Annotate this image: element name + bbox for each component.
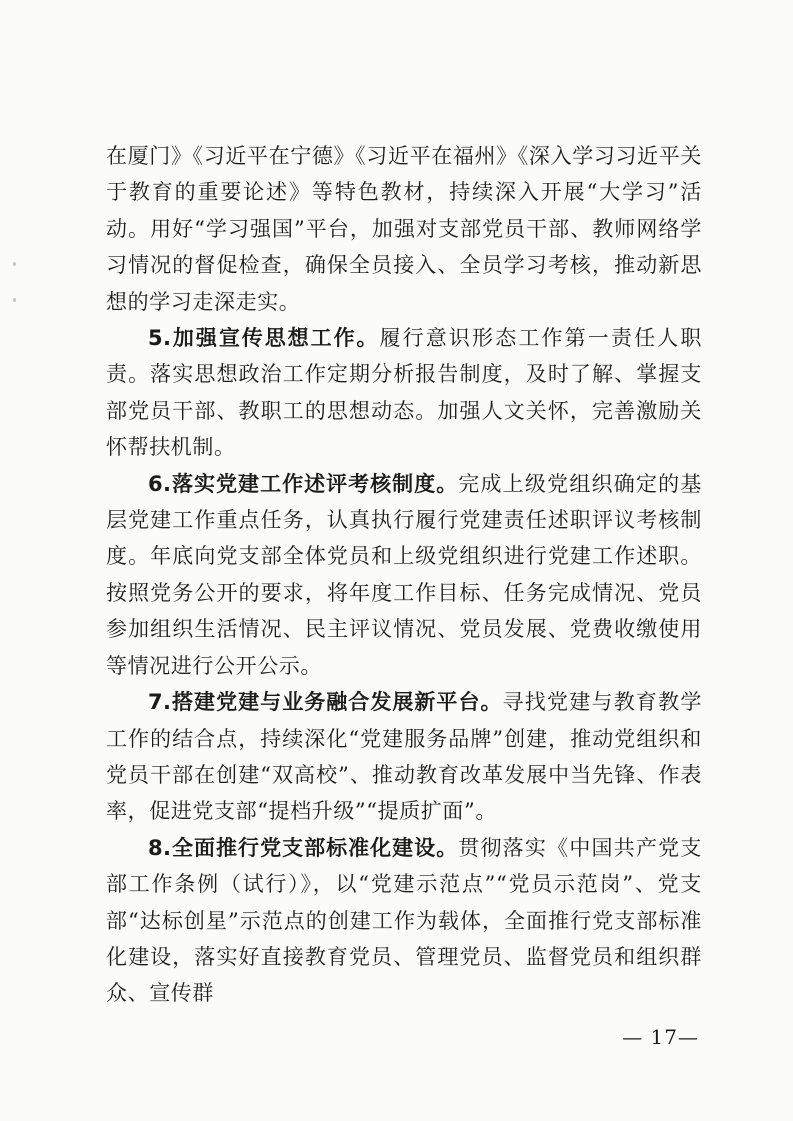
paragraph-item-8 — [106, 830, 702, 1012]
paragraph-text: 寻找党建与教育教学工作的结合点，持续深化“党建服务品牌”创建，推动党组织和党员干部在创建“双高校”、推动教育改革发展中当先锋、作表率，促进党支部“提档升级”“提质扩面”。 — [106, 690, 702, 824]
item-heading: 5.加强宣传思想工作。 — [148, 326, 380, 351]
page-number: — 17— — [622, 1025, 699, 1049]
paragraph-text: 贯彻落实《中国共产党支部工作条例（试行）》，以“党建示范点”“党员示范岗”、党支部“达标创星”示范点的创建工作为载体，全面推行党支部标准化建设，落实好直接教育党员、管理党员、监督党员和组织群众、宣传群 — [106, 835, 702, 1006]
paragraph-text: 在厦门》《习近平在宁德》《习近平在福州》《深入学习习近平关于教育的重要论述》等特色教材，持续深入开展“大学习”活动。用好“学习强国”平台，加强对支部党员干部、教师网络学习情况的督促检查，确保全员接入、全员学习考核，推动新思想的学习走深走实。 — [106, 144, 702, 314]
paragraph-text: 完成上级党组织确定的基层党建工作重点任务，认真执行履行党建责任述职评议考核制度。年底向党支部全体党员和上级党组织进行党建工作述职。按照党务公开的要求，将年度工作目标、任务完成情况、党员参加组织生活情况、民主评议情况、党员发展、党费收缴使用等情况进行公开公示。 — [106, 471, 702, 678]
paragraph-item-5 — [106, 320, 702, 466]
item-heading: 8.全面推行党支部标准化建设。 — [148, 835, 459, 860]
item-heading: 7.搭建党建与业务融合发展新平台。 — [148, 690, 503, 715]
body-text — [106, 138, 702, 1012]
paragraph-continuation — [106, 138, 702, 320]
paragraph-item-7 — [106, 684, 702, 830]
scan-speck — [13, 298, 16, 302]
item-heading: 6.落实党建工作述评考核制度。 — [148, 471, 459, 496]
paragraph-item-6 — [106, 466, 702, 684]
paragraph-text: 履行意识形态工作第一责任人职责。落实思想政治工作定期分析报告制度，及时了解、掌握支部党员干部、教职工的思想动态。加强人文关怀，完善激励关怀帮扶机制。 — [106, 326, 702, 460]
scan-speck — [13, 262, 16, 266]
